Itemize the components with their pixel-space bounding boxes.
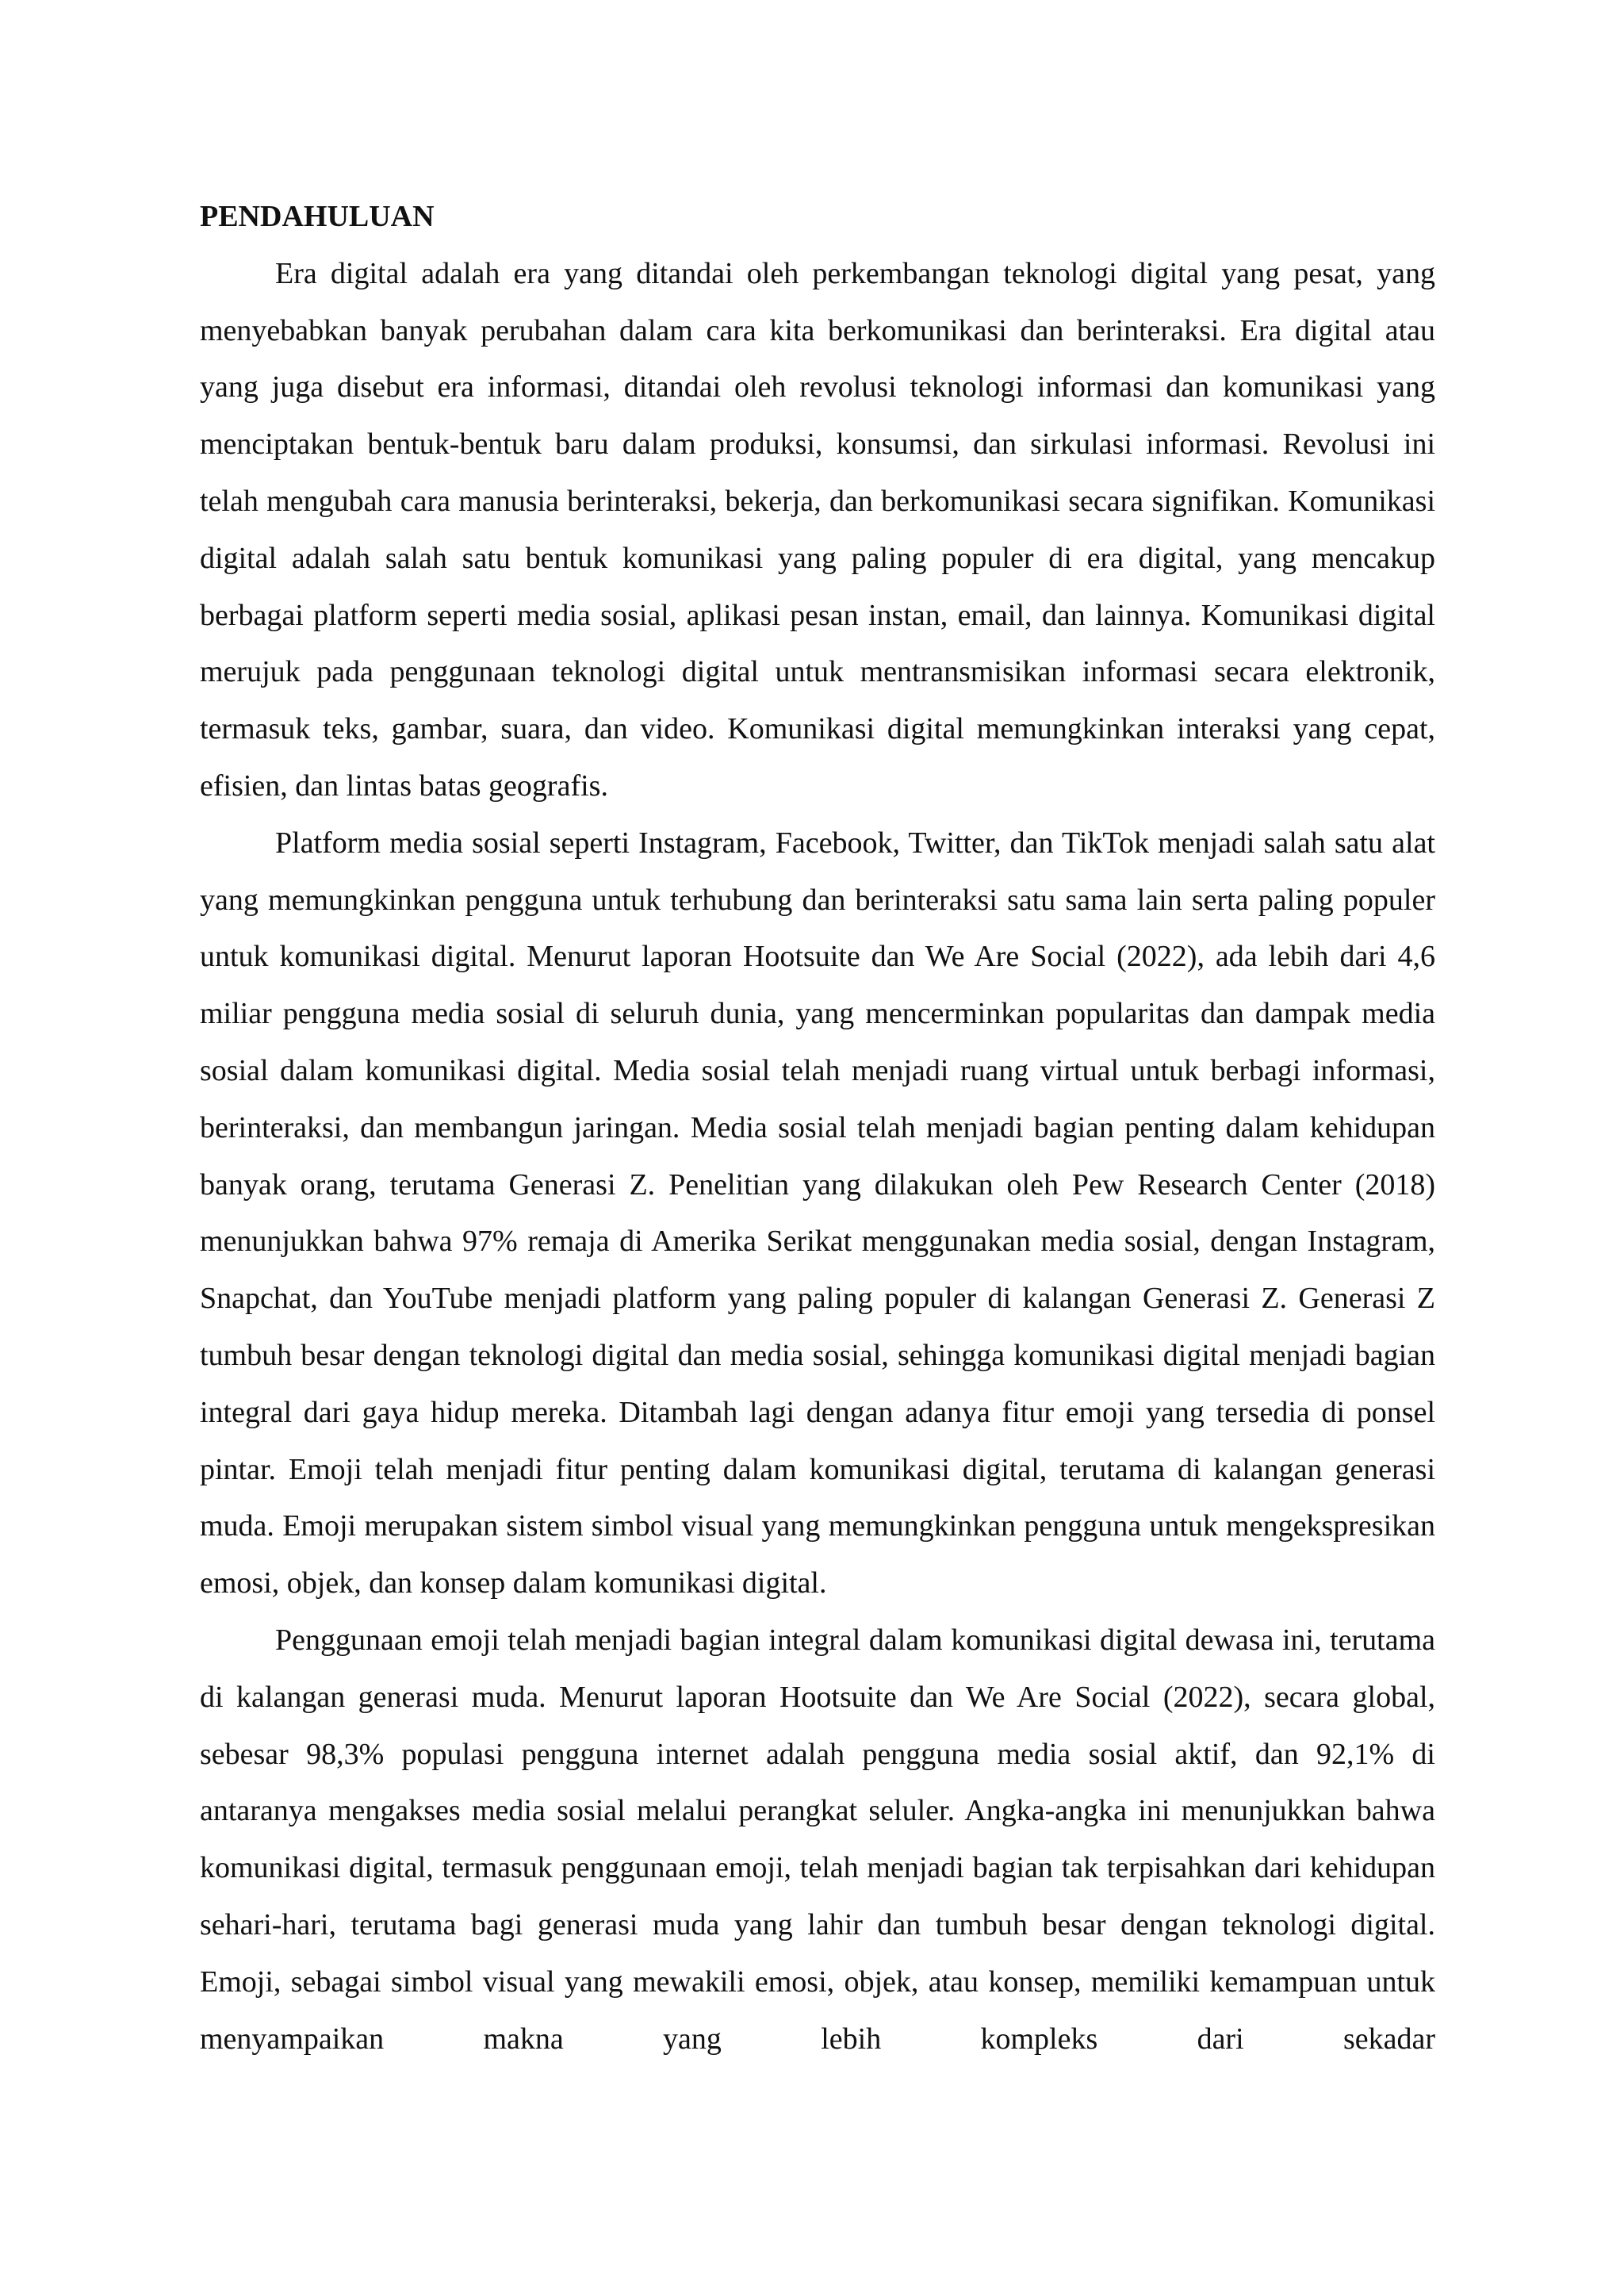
paragraph-1: Era digital adalah era yang ditandai oleh perkembangan teknologi digital yang pesat, yang menyebabkan banyak perubahan dalam cara kita berkomunikasi dan berinteraksi. Era digital atau yang juga disebut era informasi, ditandai oleh revolusi teknologi informasi dan komunikasi yang menciptakan bentuk-bentuk baru dalam produksi, konsumsi, dan sirkulasi informasi. Revolusi ini telah mengubah cara manusia berinteraksi, bekerja, dan berkomunikasi secara signifikan. Komunikasi digital adalah salah satu bentuk komunikasi yang paling populer di era digital, yang mencakup berbagai platform seperti media sosial, aplikasi pesan instan, email, dan lainnya. Komunikasi digital merujuk pada penggunaan teknologi digital untuk mentransmisikan informasi secara elektronik, termasuk teks, gambar, suara, dan video. Komunikasi digital memungkinkan interaksi yang cepat, efisien, dan lintas batas geografis. [200, 256, 1435, 803]
paragraph-3: Penggunaan emoji telah menjadi bagian integral dalam komunikasi digital dewasa ini, terutama di kalangan generasi muda. Menurut laporan Hootsuite dan We Are Social (2022), secara global, sebesar 98,3% populasi pengguna internet adalah pengguna media sosial aktif, dan 92,1% di antaranya mengakses media sosial melalui perangkat seluler. Angka-angka ini menunjukkan bahwa komunikasi digital, termasuk penggunaan emoji, telah menjadi bagian tak terpisahkan dari kehidupan sehari-hari, terutama bagi generasi muda yang lahir dan tumbuh besar dengan teknologi digital. Emoji, sebagai simbol visual yang mewakili emosi, objek, atau konsep, memiliki kemampuan untuk menyampaikan makna yang lebih kompleks dari sekadar [200, 1623, 1435, 2056]
paragraph-2: Platform media sosial seperti Instagram, Facebook, Twitter, dan TikTok menjadi salah satu alat yang memungkinkan pengguna untuk terhubung dan berinteraksi satu sama lain serta paling populer untuk komunikasi digital. Menurut laporan Hootsuite dan We Are Social (2022), ada lebih dari 4,6 miliar pengguna media sosial di seluruh dunia, yang mencerminkan popularitas dan dampak media sosial dalam komunikasi digital. Media sosial telah menjadi ruang virtual untuk berbagi informasi, berinteraksi, dan membangun jaringan. Media sosial telah menjadi bagian penting dalam kehidupan banyak orang, terutama Generasi Z. Penelitian yang dilakukan oleh Pew Research Center (2018) menunjukkan bahwa 97% remaja di Amerika Serikat menggunakan media sosial, dengan Instagram, Snapchat, dan YouTube menjadi platform yang paling populer di kalangan Generasi Z. Generasi Z tumbuh besar dengan teknologi digital dan media sosial, sehingga komunikasi digital menjadi bagian integral dari gaya hidup mereka. Ditambah lagi dengan adanya fitur emoji yang tersedia di ponsel pintar. Emoji telah menjadi fitur penting dalam komunikasi digital, terutama di kalangan generasi muda. Emoji merupakan sistem simbol visual yang memungkinkan pengguna untuk mengekspresikan emosi, objek, dan konsep dalam komunikasi digital. [200, 826, 1435, 1600]
document-page [200, 189, 1435, 2068]
section-heading: PENDAHULUAN [200, 200, 435, 233]
